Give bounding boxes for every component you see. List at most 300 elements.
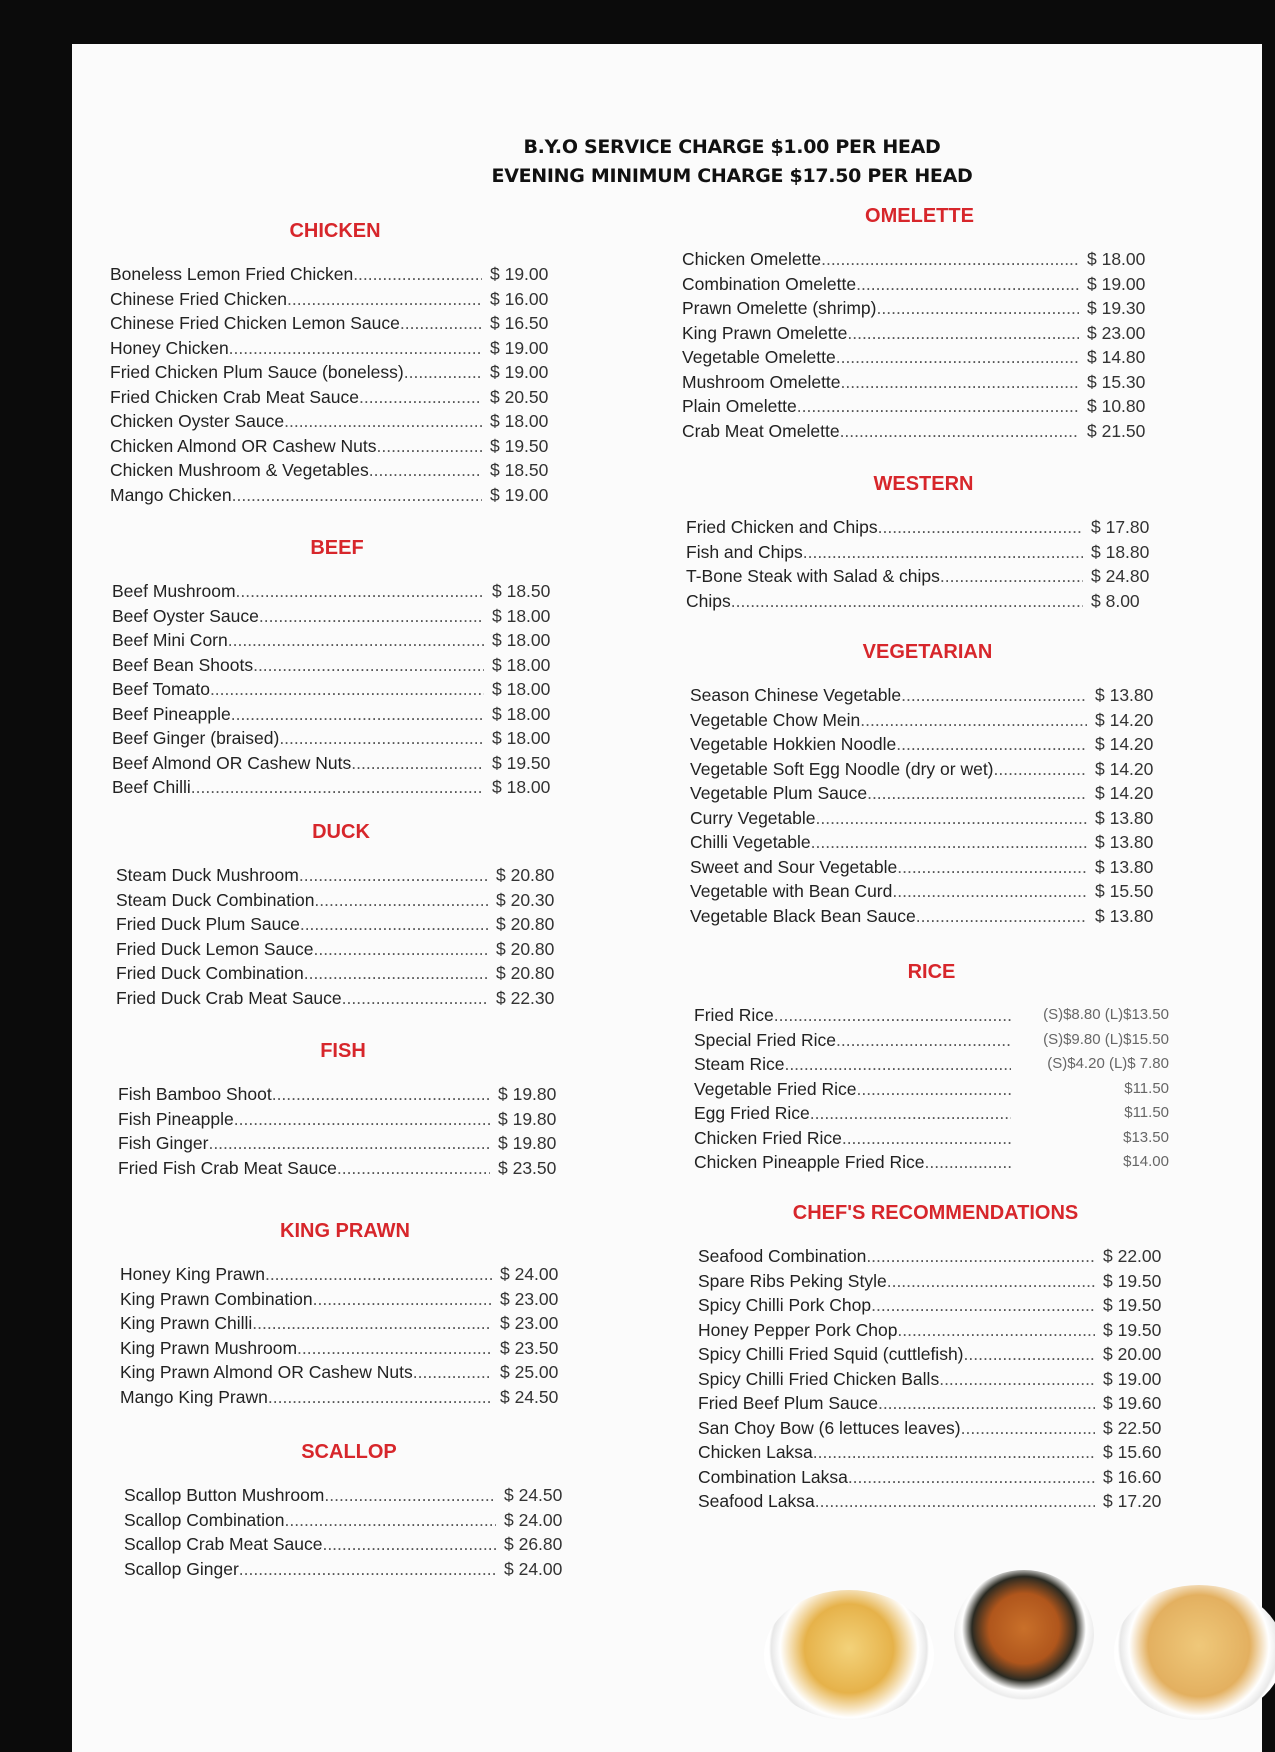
menu-item-name: Vegetable Chow Mein: [690, 709, 861, 730]
dish-photo-sweet-sour: [954, 1570, 1094, 1700]
menu-item-price: $ 23.50: [498, 1157, 557, 1178]
dot-leader: [313, 937, 488, 962]
menu-item-name: Vegetable Hokkien Noodle: [690, 734, 897, 754]
menu-item-price: $ 25.00: [500, 1362, 559, 1382]
menu-item-price: $ 18.00: [492, 703, 551, 724]
dot-leader: [848, 1465, 1095, 1490]
dot-leader: [337, 1156, 490, 1181]
menu-item: [698, 1416, 1173, 1441]
menu-item-price: $ 19.50: [1103, 1270, 1162, 1291]
menu-item: [698, 1269, 1173, 1294]
menu-item-price: $ 14.20: [1095, 709, 1154, 730]
menu-item-price: $ 19.60: [1103, 1393, 1162, 1413]
menu-item-name: Chinese Fried Chicken Lemon Sauce: [110, 313, 400, 333]
menu-item-price: $ 19.00: [490, 337, 549, 358]
dot-leader: [404, 360, 482, 385]
dot-leader: [939, 1367, 1095, 1392]
menu-item: [694, 1077, 1169, 1102]
menu-item: [694, 1028, 1169, 1053]
menu-item-price: $ 18.00: [490, 411, 549, 431]
menu-item: [694, 1126, 1169, 1151]
menu-item: [698, 1318, 1173, 1343]
menu-item: [690, 708, 1165, 733]
byo-charge-notice: B.Y.O SERVICE CHARGE $1.00 PER HEAD: [523, 136, 941, 158]
menu-item-name: Fried Rice: [694, 1005, 774, 1025]
menu-item-price: $ 15.30: [1087, 371, 1146, 392]
dot-leader: [840, 419, 1079, 444]
dot-leader: [897, 855, 1087, 880]
section-fish: [118, 1039, 568, 1180]
menu-item: [124, 1508, 574, 1533]
dot-leader: [940, 564, 1083, 589]
dot-leader: [774, 1003, 1011, 1028]
dot-leader: [285, 1508, 496, 1533]
menu-item-name: Season Chinese Vegetable: [690, 685, 902, 705]
menu-item-name: Chips: [686, 590, 731, 611]
dot-leader: [916, 904, 1087, 929]
menu-item: [118, 1131, 568, 1156]
menu-item-price: $ 17.20: [1103, 1491, 1162, 1511]
menu-item-name: Fried Duck Lemon Sauce: [116, 938, 314, 959]
menu-item: [112, 604, 562, 629]
menu-item-price: $ 13.80: [1095, 807, 1154, 828]
dot-leader: [313, 1287, 492, 1312]
menu-item-name: Spare Ribs Peking Style: [698, 1270, 887, 1291]
menu-item-name: Fried Chicken and Chips: [686, 517, 878, 537]
dot-leader: [351, 751, 484, 776]
menu-item-name: Beef Chilli: [112, 777, 191, 797]
menu-item-price: $ 20.50: [490, 386, 549, 407]
menu-item-price: (S)$9.80 (L)$15.50: [1043, 1030, 1169, 1048]
menu-item: [124, 1557, 574, 1582]
menu-item-name: Beef Oyster Sauce: [112, 605, 259, 626]
section-king-prawn: [120, 1219, 570, 1409]
dot-leader: [901, 683, 1087, 708]
menu-item: [698, 1367, 1173, 1392]
menu-item-price: $11.50: [1124, 1079, 1169, 1097]
menu-item-price: $ 18.00: [492, 777, 551, 797]
menu-item-name: Beef Mini Corn: [112, 630, 228, 650]
menu-item-name: Special Fried Rice: [694, 1029, 836, 1050]
dot-leader: [961, 1416, 1095, 1441]
menu-item-name: Scallop Combination: [124, 1509, 285, 1530]
menu-item-price: $14.00: [1123, 1153, 1169, 1170]
menu-item: [120, 1262, 570, 1287]
dot-leader: [877, 296, 1080, 321]
menu-item-name: King Prawn Mushroom: [120, 1337, 298, 1358]
menu-item: [694, 1003, 1169, 1028]
dot-leader: [836, 345, 1079, 370]
section-title: OMELETTE: [865, 205, 974, 227]
menu-item-price: $ 20.00: [1103, 1344, 1162, 1364]
section-western: [686, 472, 1161, 613]
section-title: BEEF: [310, 537, 364, 559]
menu-item: [112, 726, 562, 751]
menu-item-price: $ 18.00: [492, 728, 551, 748]
menu-item-name: Steam Rice: [694, 1054, 785, 1074]
menu-item: [116, 937, 566, 962]
menu-item-price: $ 19.50: [1103, 1319, 1162, 1340]
dot-leader: [860, 708, 1087, 733]
dot-leader: [821, 247, 1079, 272]
menu-item-price: $ 13.80: [1095, 685, 1154, 705]
menu-item-name: Scallop Button Mushroom: [124, 1485, 325, 1505]
menu-item: [682, 296, 1157, 321]
menu-item-price: $ 23.00: [500, 1288, 559, 1309]
section-title: KING PRAWN: [280, 1220, 410, 1242]
menu-item-name: Vegetable Plum Sauce: [690, 783, 868, 803]
menu-item-name: Chicken Mushroom & Vegetables: [110, 460, 369, 480]
menu-item: [118, 1082, 568, 1107]
section-omelette: [682, 204, 1157, 443]
menu-item: [682, 419, 1157, 444]
menu-item-price: $ 16.60: [1103, 1466, 1162, 1487]
menu-item-name: Fried Chicken Crab Meat Sauce: [110, 386, 359, 407]
menu-item: [690, 732, 1165, 757]
menu-item-name: Fried Duck Plum Sauce: [116, 914, 300, 934]
menu-item-price: $ 19.00: [490, 484, 549, 505]
menu-item: [110, 458, 560, 483]
section-duck: [116, 820, 566, 1010]
menu-item-name: Beef Tomato: [112, 679, 210, 699]
menu-item-price: $ 13.80: [1095, 832, 1154, 852]
menu-item-name: Fried Duck Crab Meat Sauce: [116, 987, 342, 1008]
menu-item-price: $ 14.20: [1095, 734, 1154, 754]
menu-item-name: Chinese Fried Chicken: [110, 288, 288, 309]
dot-leader: [342, 986, 488, 1011]
menu-item-price: $ 20.80: [496, 938, 555, 959]
menu-item-name: Fish and Chips: [686, 541, 803, 562]
menu-item: [124, 1532, 574, 1557]
dot-leader: [811, 830, 1087, 855]
menu-item-price: $ 23.50: [500, 1337, 559, 1358]
menu-item-name: Spicy Chilli Fried Chicken Balls: [698, 1368, 940, 1389]
menu-item: [694, 1052, 1169, 1077]
section-title: SCALLOP: [301, 1441, 397, 1463]
menu-item-name: Crab Meat Omelette: [682, 420, 840, 441]
dot-leader: [231, 702, 484, 727]
menu-item-price: $ 8.00: [1091, 590, 1140, 611]
menu-item: [698, 1489, 1173, 1514]
menu-item: [112, 579, 562, 604]
menu-item-name: Beef Mushroom: [112, 581, 236, 601]
dot-leader: [253, 653, 484, 678]
menu-item-price: $ 22.00: [1103, 1246, 1162, 1266]
menu-item-price: $ 19.00: [490, 362, 549, 382]
menu-item-name: Prawn Omelette (shrimp): [682, 298, 877, 318]
menu-item-price: $ 14.20: [1095, 758, 1154, 779]
dot-leader: [322, 1532, 496, 1557]
dot-leader: [210, 677, 484, 702]
menu-item: [682, 394, 1157, 419]
dot-leader: [265, 1262, 492, 1287]
menu-item: [116, 863, 566, 888]
menu-item: [110, 287, 560, 312]
dot-leader: [816, 806, 1088, 831]
menu-item-price: $ 15.60: [1103, 1442, 1162, 1462]
menu-item-name: Chicken Fried Rice: [694, 1127, 842, 1148]
dot-leader: [413, 1360, 492, 1385]
section-title: DUCK: [312, 821, 370, 843]
menu-item-price: $ 16.00: [490, 288, 549, 309]
dot-leader: [300, 912, 488, 937]
minimum-charge-notice: EVENING MINIMUM CHARGE $17.50 PER HEAD: [491, 165, 973, 187]
section-chicken: [110, 219, 560, 507]
menu-item-name: Beef Pineapple: [112, 703, 231, 724]
menu-item-price: $ 13.80: [1095, 905, 1154, 926]
menu-item-price: $ 22.50: [1103, 1417, 1162, 1438]
menu-item-name: Steam Duck Combination: [116, 889, 315, 910]
menu-item-name: Honey Chicken: [110, 337, 229, 358]
menu-item-price: $ 17.80: [1091, 517, 1150, 537]
dot-leader: [892, 879, 1087, 904]
menu-item-name: Vegetable with Bean Curd: [690, 881, 893, 901]
dot-leader: [287, 287, 482, 312]
menu-item-price: $ 20.80: [496, 914, 555, 934]
menu-item-price: $ 19.80: [498, 1084, 557, 1104]
menu-item: [690, 683, 1165, 708]
dot-leader: [803, 540, 1083, 565]
menu-item-price: $ 20.30: [496, 889, 555, 910]
dish-photo-fried-rice: [1114, 1585, 1275, 1720]
menu-item-price: $ 19.50: [490, 435, 549, 456]
dot-leader: [784, 1052, 1011, 1077]
menu-item: [116, 961, 566, 986]
dot-leader: [813, 1440, 1095, 1465]
dot-leader: [284, 409, 482, 434]
menu-item-price: $ 18.50: [490, 460, 549, 480]
menu-item-name: Honey King Prawn: [120, 1264, 265, 1284]
dot-leader: [191, 775, 484, 800]
menu-item-name: Fried Chicken Plum Sauce (boneless): [110, 362, 404, 382]
menu-item: [698, 1465, 1173, 1490]
dot-leader: [259, 604, 484, 629]
dot-leader: [866, 1244, 1095, 1269]
menu-item-price: $ 19.80: [498, 1108, 557, 1129]
menu-item: [686, 564, 1161, 589]
menu-item-name: T-Bone Steak with Salad & chips: [686, 566, 940, 586]
menu-item-price: $ 18.00: [1087, 249, 1146, 269]
menu-item: [112, 628, 562, 653]
section-title: CHEF'S RECOMMENDATIONS: [792, 1202, 1079, 1224]
menu-item: [112, 677, 562, 702]
menu-item: [698, 1391, 1173, 1416]
dot-leader: [842, 1126, 1011, 1151]
section-rice: [694, 960, 1169, 1175]
menu-item-price: $ 13.80: [1095, 856, 1154, 877]
dot-leader: [871, 1293, 1095, 1318]
menu-item: [116, 888, 566, 913]
section-beef: [112, 536, 562, 800]
menu-item: [110, 360, 560, 385]
menu-item-price: $ 21.50: [1087, 420, 1146, 441]
menu-item: [690, 757, 1165, 782]
menu-item: [686, 589, 1161, 614]
menu-item: [110, 483, 560, 508]
section-title: VEGETARIAN: [862, 641, 993, 663]
section-title: FISH: [320, 1040, 366, 1062]
menu-item-price: $ 16.50: [490, 313, 549, 333]
menu-item-price: $ 18.00: [492, 654, 551, 675]
menu-item-name: Sweet and Sour Vegetable: [690, 856, 898, 877]
dot-leader: [234, 1107, 490, 1132]
dot-leader: [208, 1131, 490, 1156]
menu-item-name: Beef Bean Shoots: [112, 654, 254, 675]
menu-item-price: $ 10.80: [1087, 396, 1146, 416]
menu-item-price: $ 23.00: [500, 1313, 559, 1333]
menu-item-price: $ 23.00: [1087, 322, 1146, 343]
menu-item-name: Mushroom Omelette: [682, 371, 841, 392]
dot-leader: [836, 1028, 1011, 1053]
dot-leader: [268, 1385, 492, 1410]
menu-item-price: $13.50: [1123, 1128, 1169, 1146]
menu-item-name: Chicken Omelette: [682, 249, 822, 269]
menu-item-price: $ 20.80: [496, 865, 555, 885]
menu-item-price: (S)$8.80 (L)$13.50: [1043, 1006, 1169, 1023]
menu-item: [698, 1342, 1173, 1367]
menu-item-price: $ 19.00: [490, 264, 549, 284]
menu-item-name: Scallop Ginger: [124, 1558, 239, 1579]
menu-item: [682, 272, 1157, 297]
menu-item: [112, 751, 562, 776]
dot-leader: [847, 321, 1079, 346]
menu-item-price: $ 18.80: [1091, 541, 1150, 562]
menu-item-name: Mango King Prawn: [120, 1386, 268, 1407]
dot-leader: [297, 1336, 492, 1361]
menu-item: [120, 1385, 570, 1410]
menu-item: [690, 830, 1165, 855]
menu-item: [110, 434, 560, 459]
dot-leader: [797, 394, 1079, 419]
menu-item: [682, 345, 1157, 370]
menu-item: [690, 806, 1165, 831]
menu-item-name: Steam Duck Mushroom: [116, 865, 299, 885]
menu-item-price: $ 18.00: [492, 679, 551, 699]
menu-item-name: Honey Pepper Pork Chop: [698, 1319, 898, 1340]
dot-leader: [232, 483, 482, 508]
menu-item: [120, 1311, 570, 1336]
menu-item-name: Curry Vegetable: [690, 807, 816, 828]
dot-leader: [815, 1489, 1095, 1514]
menu-item-price: $ 19.00: [1087, 273, 1146, 294]
dot-leader: [229, 336, 482, 361]
menu-item-price: $ 24.00: [500, 1264, 559, 1284]
menu-item-price: $ 19.00: [1103, 1368, 1162, 1389]
menu-item-price: $11.50: [1124, 1104, 1169, 1121]
menu-item: [694, 1150, 1169, 1175]
menu-page: [72, 44, 1262, 1752]
menu-item: [120, 1360, 570, 1385]
menu-item-name: Plain Omelette: [682, 396, 797, 416]
menu-item: [690, 879, 1165, 904]
menu-item-name: Vegetable Omelette: [682, 347, 836, 367]
menu-item: [686, 540, 1161, 565]
menu-item: [694, 1101, 1169, 1126]
menu-item: [110, 311, 560, 336]
menu-item-price: $ 14.20: [1095, 783, 1154, 803]
menu-item-name: King Prawn Chilli: [120, 1313, 253, 1333]
menu-item-name: Seafood Combination: [698, 1246, 867, 1266]
menu-item-name: Chicken Pineapple Fried Rice: [694, 1152, 925, 1172]
menu-item-name: Chilli Vegetable: [690, 832, 811, 852]
menu-item: [110, 336, 560, 361]
menu-item: [682, 247, 1157, 272]
menu-item-name: Vegetable Soft Egg Noodle (dry or wet): [690, 758, 994, 779]
section-scallop: [124, 1440, 574, 1581]
menu-item-name: King Prawn Combination: [120, 1288, 313, 1309]
dish-photo-chicken: [764, 1590, 934, 1720]
menu-item-name: Boneless Lemon Fried Chicken: [110, 264, 354, 284]
menu-item: [682, 370, 1157, 395]
menu-item: [698, 1293, 1173, 1318]
menu-item: [110, 262, 560, 287]
menu-item-name: Chicken Oyster Sauce: [110, 411, 285, 431]
food-photos: [764, 1570, 1275, 1720]
menu-item-name: Fish Pineapple: [118, 1108, 234, 1129]
dot-leader: [369, 458, 482, 483]
dot-leader: [359, 385, 482, 410]
menu-item-price: $ 18.00: [492, 630, 551, 650]
dot-leader: [878, 515, 1083, 540]
menu-item: [686, 515, 1161, 540]
menu-item: [124, 1483, 574, 1508]
menu-item: [118, 1107, 568, 1132]
menu-item-name: Vegetable Black Bean Sauce: [690, 905, 916, 926]
menu-item-name: King Prawn Almond OR Cashew Nuts: [120, 1362, 413, 1382]
menu-item-name: Chicken Almond OR Cashew Nuts: [110, 435, 377, 456]
menu-item-name: Fried Duck Combination: [116, 963, 304, 983]
dot-leader: [878, 1391, 1095, 1416]
menu-item: [690, 855, 1165, 880]
menu-item-name: Fried Fish Crab Meat Sauce: [118, 1157, 337, 1178]
menu-item-price: $ 19.80: [498, 1133, 557, 1153]
section-title: CHICKEN: [289, 220, 381, 242]
dot-leader: [856, 272, 1079, 297]
menu-item-price: $ 18.50: [492, 581, 551, 601]
menu-item-price: $ 26.80: [504, 1534, 563, 1554]
dot-leader: [897, 1318, 1095, 1343]
dot-leader: [994, 757, 1087, 782]
section-title: RICE: [907, 961, 956, 983]
dot-leader: [400, 311, 482, 336]
menu-item-price: (S)$4.20 (L)$ 7.80: [1047, 1055, 1169, 1072]
dot-leader: [314, 888, 488, 913]
menu-item-price: $ 19.30: [1087, 298, 1146, 318]
menu-item: [690, 904, 1165, 929]
menu-item-name: Fried Beef Plum Sauce: [698, 1393, 878, 1413]
dot-leader: [272, 1082, 490, 1107]
dot-leader: [731, 589, 1083, 614]
menu-item-name: Chicken Laksa: [698, 1442, 813, 1462]
dot-leader: [353, 262, 482, 287]
menu-item-price: $ 24.80: [1091, 566, 1150, 586]
dot-leader: [252, 1311, 492, 1336]
dot-leader: [841, 370, 1079, 395]
section-title: WESTERN: [873, 473, 974, 495]
menu-item: [690, 781, 1165, 806]
dot-leader: [887, 1269, 1095, 1294]
menu-item-price: $ 24.50: [500, 1386, 559, 1407]
menu-item: [118, 1156, 568, 1181]
menu-item-name: Scallop Crab Meat Sauce: [124, 1534, 323, 1554]
dot-leader: [228, 628, 484, 653]
menu-item-price: $ 15.50: [1095, 881, 1154, 901]
menu-item-price: $ 19.50: [1103, 1295, 1162, 1315]
menu-item-name: Combination Omelette: [682, 273, 857, 294]
menu-item-price: $ 22.30: [496, 987, 555, 1008]
menu-item-price: $ 14.80: [1087, 347, 1146, 367]
menu-item-name: Beef Almond OR Cashew Nuts: [112, 752, 352, 773]
